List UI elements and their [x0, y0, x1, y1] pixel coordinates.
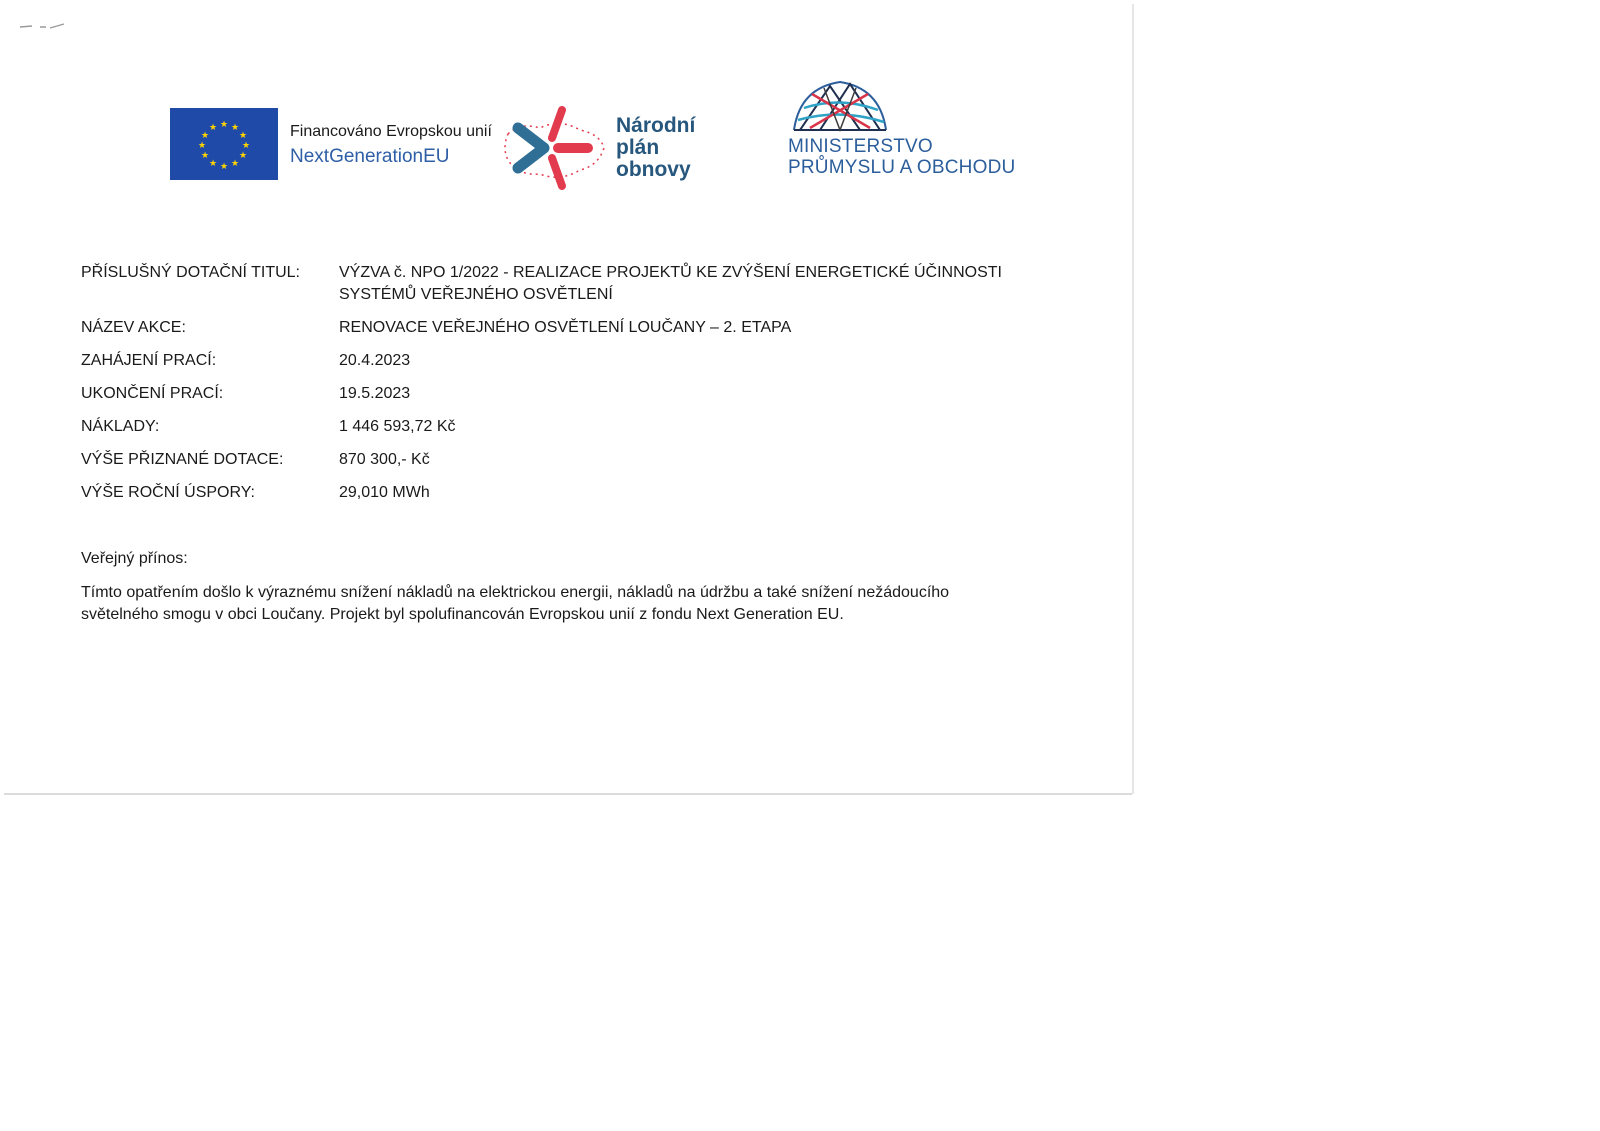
info-value: RENOVACE VEŘEJNÉHO OSVĚTLENÍ LOUČANY – 2. ETAPA [339, 319, 792, 336]
page-edge-bottom [4, 793, 1132, 795]
project-info [81, 262, 1081, 515]
eu-logo-line1: Financováno [290, 123, 382, 140]
eu-logo-line3: NextGenerationEU [290, 146, 450, 167]
info-row-start [81, 350, 1081, 372]
page-edge-right [1132, 4, 1134, 794]
mpo-logo-line2: PRŮMYSLU A OBCHODU [788, 157, 1016, 178]
info-row-grant-title [81, 262, 1081, 306]
npo-arrow-icon [500, 104, 610, 192]
info-value: 19.5.2023 [339, 385, 411, 402]
mpo-logo-text [788, 136, 1015, 178]
info-row-action-name [81, 317, 1081, 339]
svg-text:★: ★ [219, 120, 229, 130]
eu-flag-icon [170, 108, 278, 180]
svg-text:★: ★ [219, 162, 229, 172]
svg-text:★: ★ [230, 123, 240, 133]
info-label: VÝŠE PŘIZNANÉ DOTACE: [81, 451, 284, 468]
benefit-text: Tímto opatřením došlo k výraznému snížení nákladů na elektrickou energii, nákladů na údržbu a také snížení nežádoucího světelného smogu v obci Loučany. Projekt byl spolufinancován Evropskou unií z fondu Next Generation EU. [81, 584, 950, 623]
eu-logo-text [290, 119, 492, 169]
npo-logo-line2: plán [616, 136, 660, 159]
info-value: VÝZVA č. NPO 1/2022 - REALIZACE PROJEKTŮ KE ZVÝŠENÍ ENERGETICKÉ ÚČINNOSTI SYSTÉMŮ VEŘEJNÉHO OSVĚTLENÍ [339, 264, 1002, 303]
info-label: NÁKLADY: [81, 418, 160, 435]
svg-text:★: ★ [208, 159, 218, 169]
info-label: UKONČENÍ PRACÍ: [81, 385, 224, 402]
benefit-heading: Veřejný přínos: [81, 550, 188, 567]
public-benefit-section [81, 548, 1011, 626]
svg-text:★: ★ [230, 159, 240, 169]
info-label: VÝŠE ROČNÍ ÚSPORY: [81, 484, 255, 501]
svg-text:★: ★ [200, 151, 210, 161]
svg-text:★: ★ [241, 141, 251, 151]
npo-logo-line1: Národní [616, 114, 696, 137]
npo-logo-line3: obnovy [616, 158, 691, 181]
info-value: 29,010 MWh [339, 484, 430, 501]
eu-logo-line2: Evropskou unií [386, 123, 492, 140]
svg-text:★: ★ [238, 151, 248, 161]
ministry-dome-icon [790, 78, 890, 134]
mpo-logo-line1: MINISTERSTVO [788, 136, 933, 157]
eu-funding-logo [170, 108, 492, 180]
info-row-savings [81, 482, 1081, 504]
svg-text:★: ★ [208, 123, 218, 133]
info-value: 1 446 593,72 Kč [339, 418, 456, 435]
info-row-subsidy [81, 449, 1081, 471]
info-row-end [81, 383, 1081, 405]
info-value: 870 300,- Kč [339, 451, 430, 468]
mpo-logo [788, 78, 1015, 178]
svg-text:★: ★ [238, 131, 248, 141]
npo-logo-text [616, 115, 695, 181]
info-label: PŘÍSLUŠNÝ DOTAČNÍ TITUL: [81, 264, 300, 281]
info-label: ZAHÁJENÍ PRACÍ: [81, 352, 217, 369]
svg-text:★: ★ [200, 131, 210, 141]
scan-mark [18, 22, 68, 30]
info-value: 20.4.2023 [339, 352, 411, 369]
svg-text:★: ★ [197, 141, 207, 151]
info-row-costs [81, 416, 1081, 438]
npo-logo [500, 104, 695, 192]
info-label: NÁZEV AKCE: [81, 319, 186, 336]
